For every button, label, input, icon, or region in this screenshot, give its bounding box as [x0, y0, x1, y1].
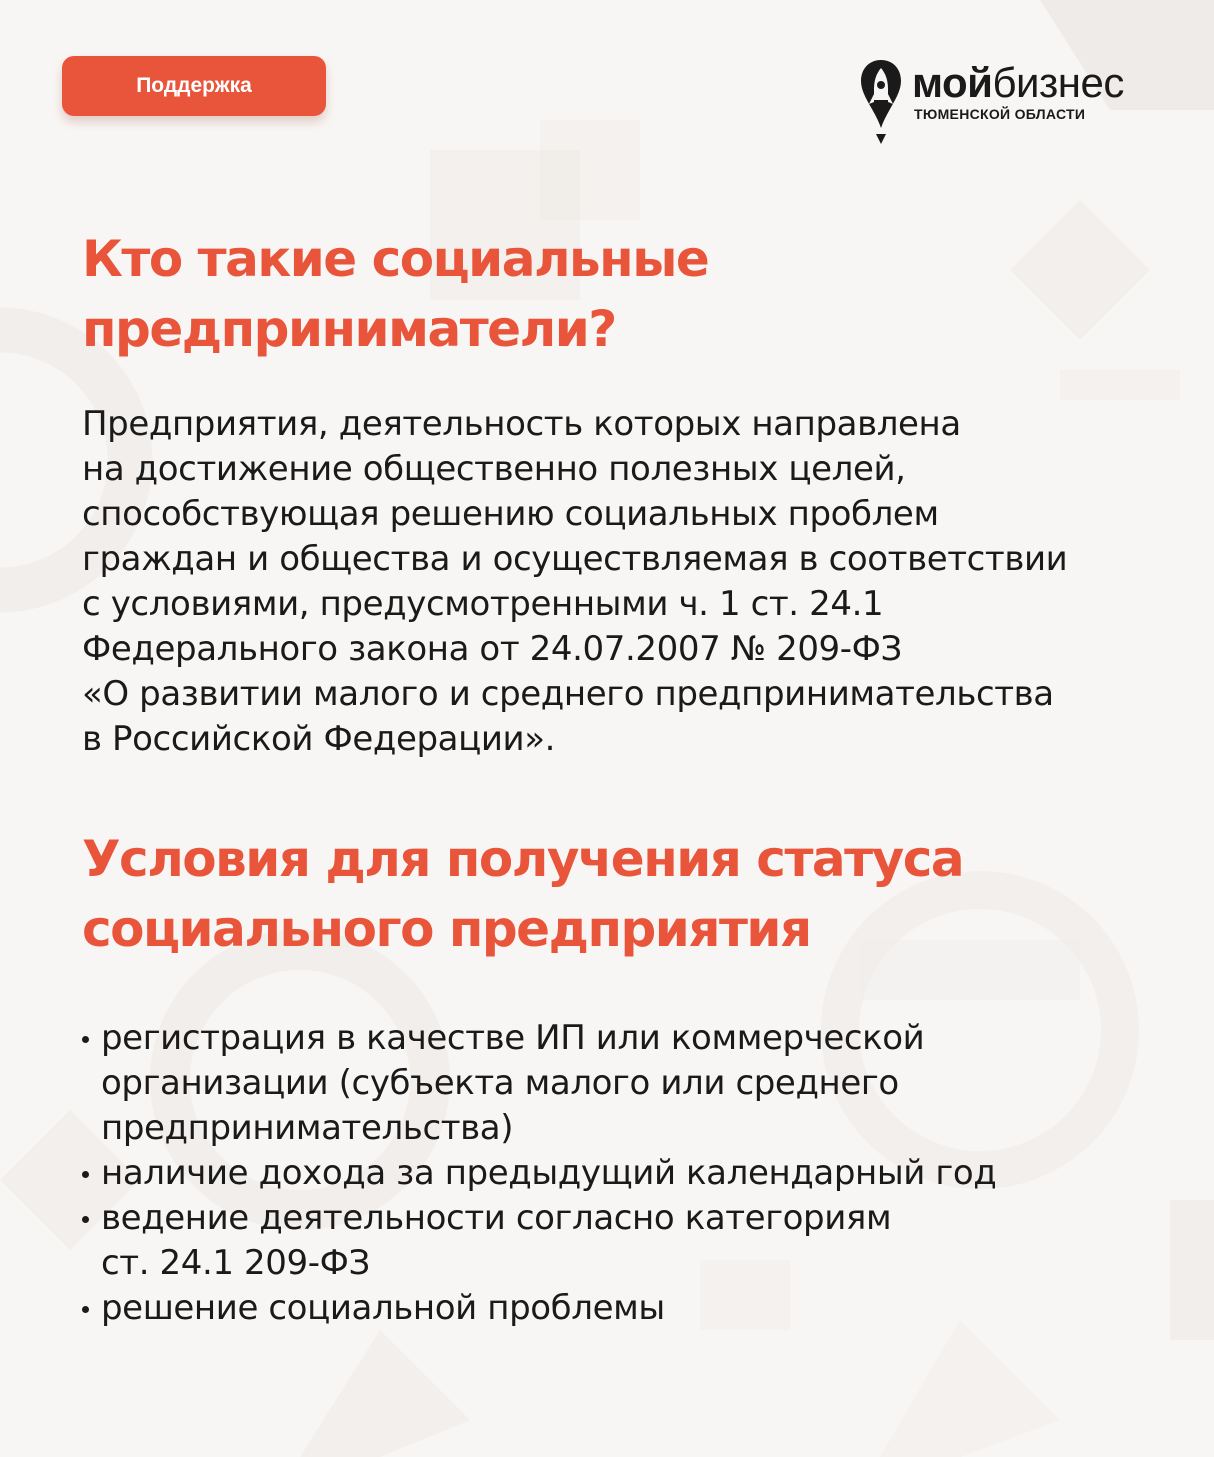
paragraph-line: «О развитии малого и среднего предпринимательства	[82, 674, 1054, 714]
main-content	[82, 224, 1172, 1331]
list-item	[82, 1016, 1172, 1151]
logo-subtitle: ТЮМЕНСКОЙ ОБЛАСТИ	[914, 106, 1086, 122]
list-item	[82, 1196, 1172, 1286]
section-title-who	[82, 224, 1172, 364]
conditions-list	[82, 1016, 1172, 1331]
list-item	[82, 1151, 1172, 1196]
support-tag[interactable]: Поддержка	[62, 56, 326, 116]
list-item-line: ведение деятельности согласно категориям	[101, 1198, 892, 1238]
list-item-line: регистрация в качестве ИП или коммерческой	[101, 1018, 925, 1058]
section-title-conditions	[82, 824, 1172, 964]
list-item	[82, 1286, 1172, 1331]
list-item-line: организации (субъекта малого или среднего	[101, 1063, 899, 1103]
list-item-line: ст. 24.1 209-ФЗ	[101, 1243, 370, 1283]
paragraph-line: на достижение общественно полезных целей,	[82, 449, 906, 489]
logo-wordmark	[912, 60, 1124, 106]
title-line: предприниматели?	[82, 300, 616, 358]
rocket-pin-icon	[858, 58, 904, 146]
brand-logo[interactable]	[858, 58, 1158, 148]
paragraph-line: Предприятия, деятельность которых направлена	[82, 404, 961, 444]
list-item-line: наличие дохода за предыдущий календарный год	[101, 1153, 997, 1193]
logo-name-regular: бизнес	[992, 59, 1124, 106]
list-item-line: решение социальной проблемы	[101, 1288, 665, 1328]
title-line: Условия для получения статуса	[82, 830, 964, 888]
title-line: социального предприятия	[82, 900, 811, 958]
paragraph-line: в Российской Федерации».	[82, 719, 556, 759]
paragraph-line: с условиями, предусмотренными ч. 1 ст. 24.1	[82, 584, 884, 624]
paragraph-line: граждан и общества и осуществляемая в соответствии	[82, 539, 1068, 579]
paragraph-line: Федерального закона от 24.07.2007 № 209-ФЗ	[82, 629, 902, 669]
logo-name-bold: мой	[912, 59, 993, 106]
definition-paragraph	[82, 402, 1172, 762]
paragraph-line: способствующая решению социальных проблем	[82, 494, 939, 534]
list-item-line: предпринимательства)	[101, 1108, 514, 1148]
title-line: Кто такие социальные	[82, 230, 709, 288]
